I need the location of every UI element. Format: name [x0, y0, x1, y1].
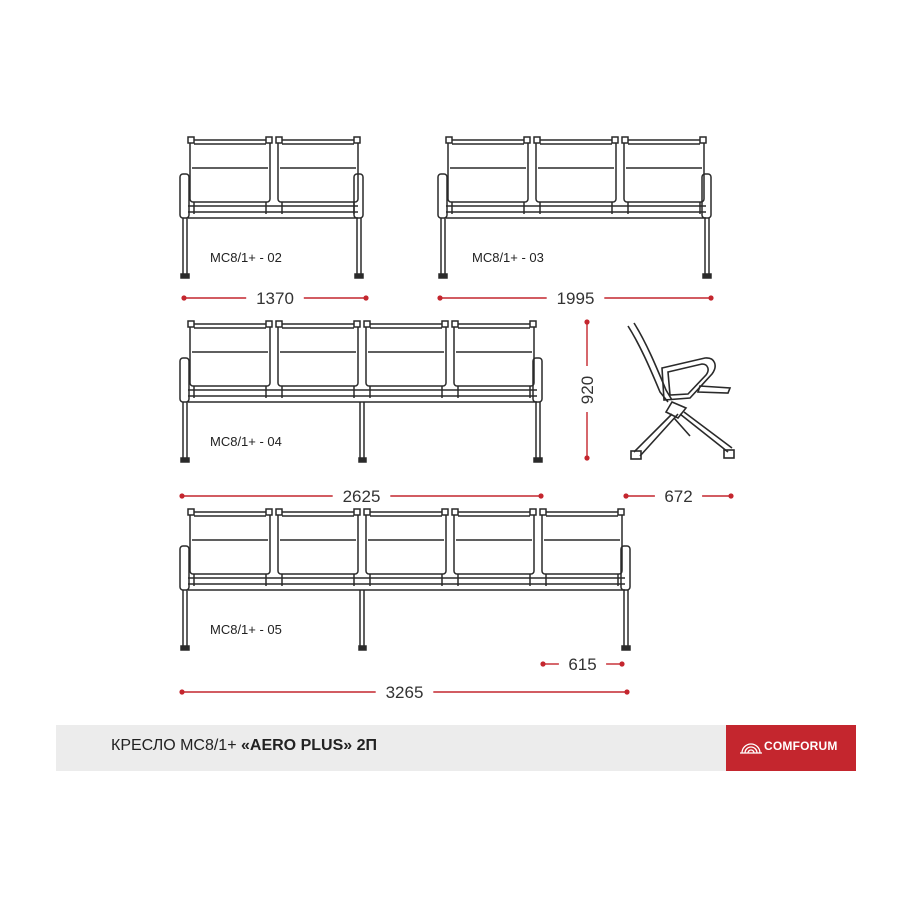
- seat-back: [276, 509, 360, 586]
- seat-pitch-dimension: [540, 655, 624, 674]
- middle-leg: [359, 590, 366, 650]
- seat-back: [188, 509, 272, 586]
- width-03-dimension-label: 1995: [556, 289, 595, 308]
- seat-back: [622, 137, 706, 214]
- seat-back: [276, 137, 360, 214]
- seat-back: [540, 509, 624, 586]
- seat-back: [534, 137, 618, 214]
- seat-back: [188, 137, 272, 214]
- side-view-chair: [628, 323, 734, 459]
- seat-back: [364, 509, 448, 586]
- model-label: МС8/1+ - 03: [472, 250, 544, 265]
- footer-bar: [56, 725, 856, 771]
- depth-dimension: [623, 487, 733, 506]
- title-prefix: КРЕСЛО МС8/1+: [111, 737, 241, 754]
- seat-back: [364, 321, 448, 398]
- brand-badge[interactable]: [726, 725, 856, 771]
- seat-back: [276, 321, 360, 398]
- seat-back: [188, 321, 272, 398]
- seat-pitch-dimension-label: 615: [568, 655, 597, 674]
- width-03-dimension: [437, 289, 713, 308]
- seat-back: [452, 509, 536, 586]
- bench-drawings: [180, 137, 711, 650]
- product-title: [111, 737, 377, 755]
- width-05-dimension: [179, 683, 629, 702]
- width-02-dimension: [181, 289, 368, 308]
- seat-back: [446, 137, 530, 214]
- model-label: МС8/1+ - 04: [210, 434, 282, 449]
- depth-dimension-label: 672: [664, 487, 693, 506]
- brand-name: COMFORUM: [764, 739, 838, 753]
- model-label: МС8/1+ - 05: [210, 622, 282, 637]
- armrest-leg: [180, 174, 189, 278]
- height-dimension: [578, 319, 597, 460]
- armrest-leg: [438, 174, 447, 278]
- title-suffix: 2П: [352, 737, 377, 754]
- armrest-leg: [180, 546, 189, 650]
- width-04-dimension: [179, 487, 543, 506]
- model-label: МС8/1+ - 02: [210, 250, 282, 265]
- width-dimensions: [179, 289, 733, 702]
- width-02-dimension-label: 1370: [256, 289, 294, 308]
- armrest-leg: [180, 358, 189, 462]
- height-dimension-label: 920: [578, 375, 597, 405]
- middle-leg: [359, 402, 366, 462]
- width-04-dimension-label: 2625: [342, 487, 381, 506]
- title-bold: «AERO PLUS»: [241, 737, 353, 754]
- width-05-dimension-label: 3265: [385, 683, 424, 702]
- seat-back: [452, 321, 536, 398]
